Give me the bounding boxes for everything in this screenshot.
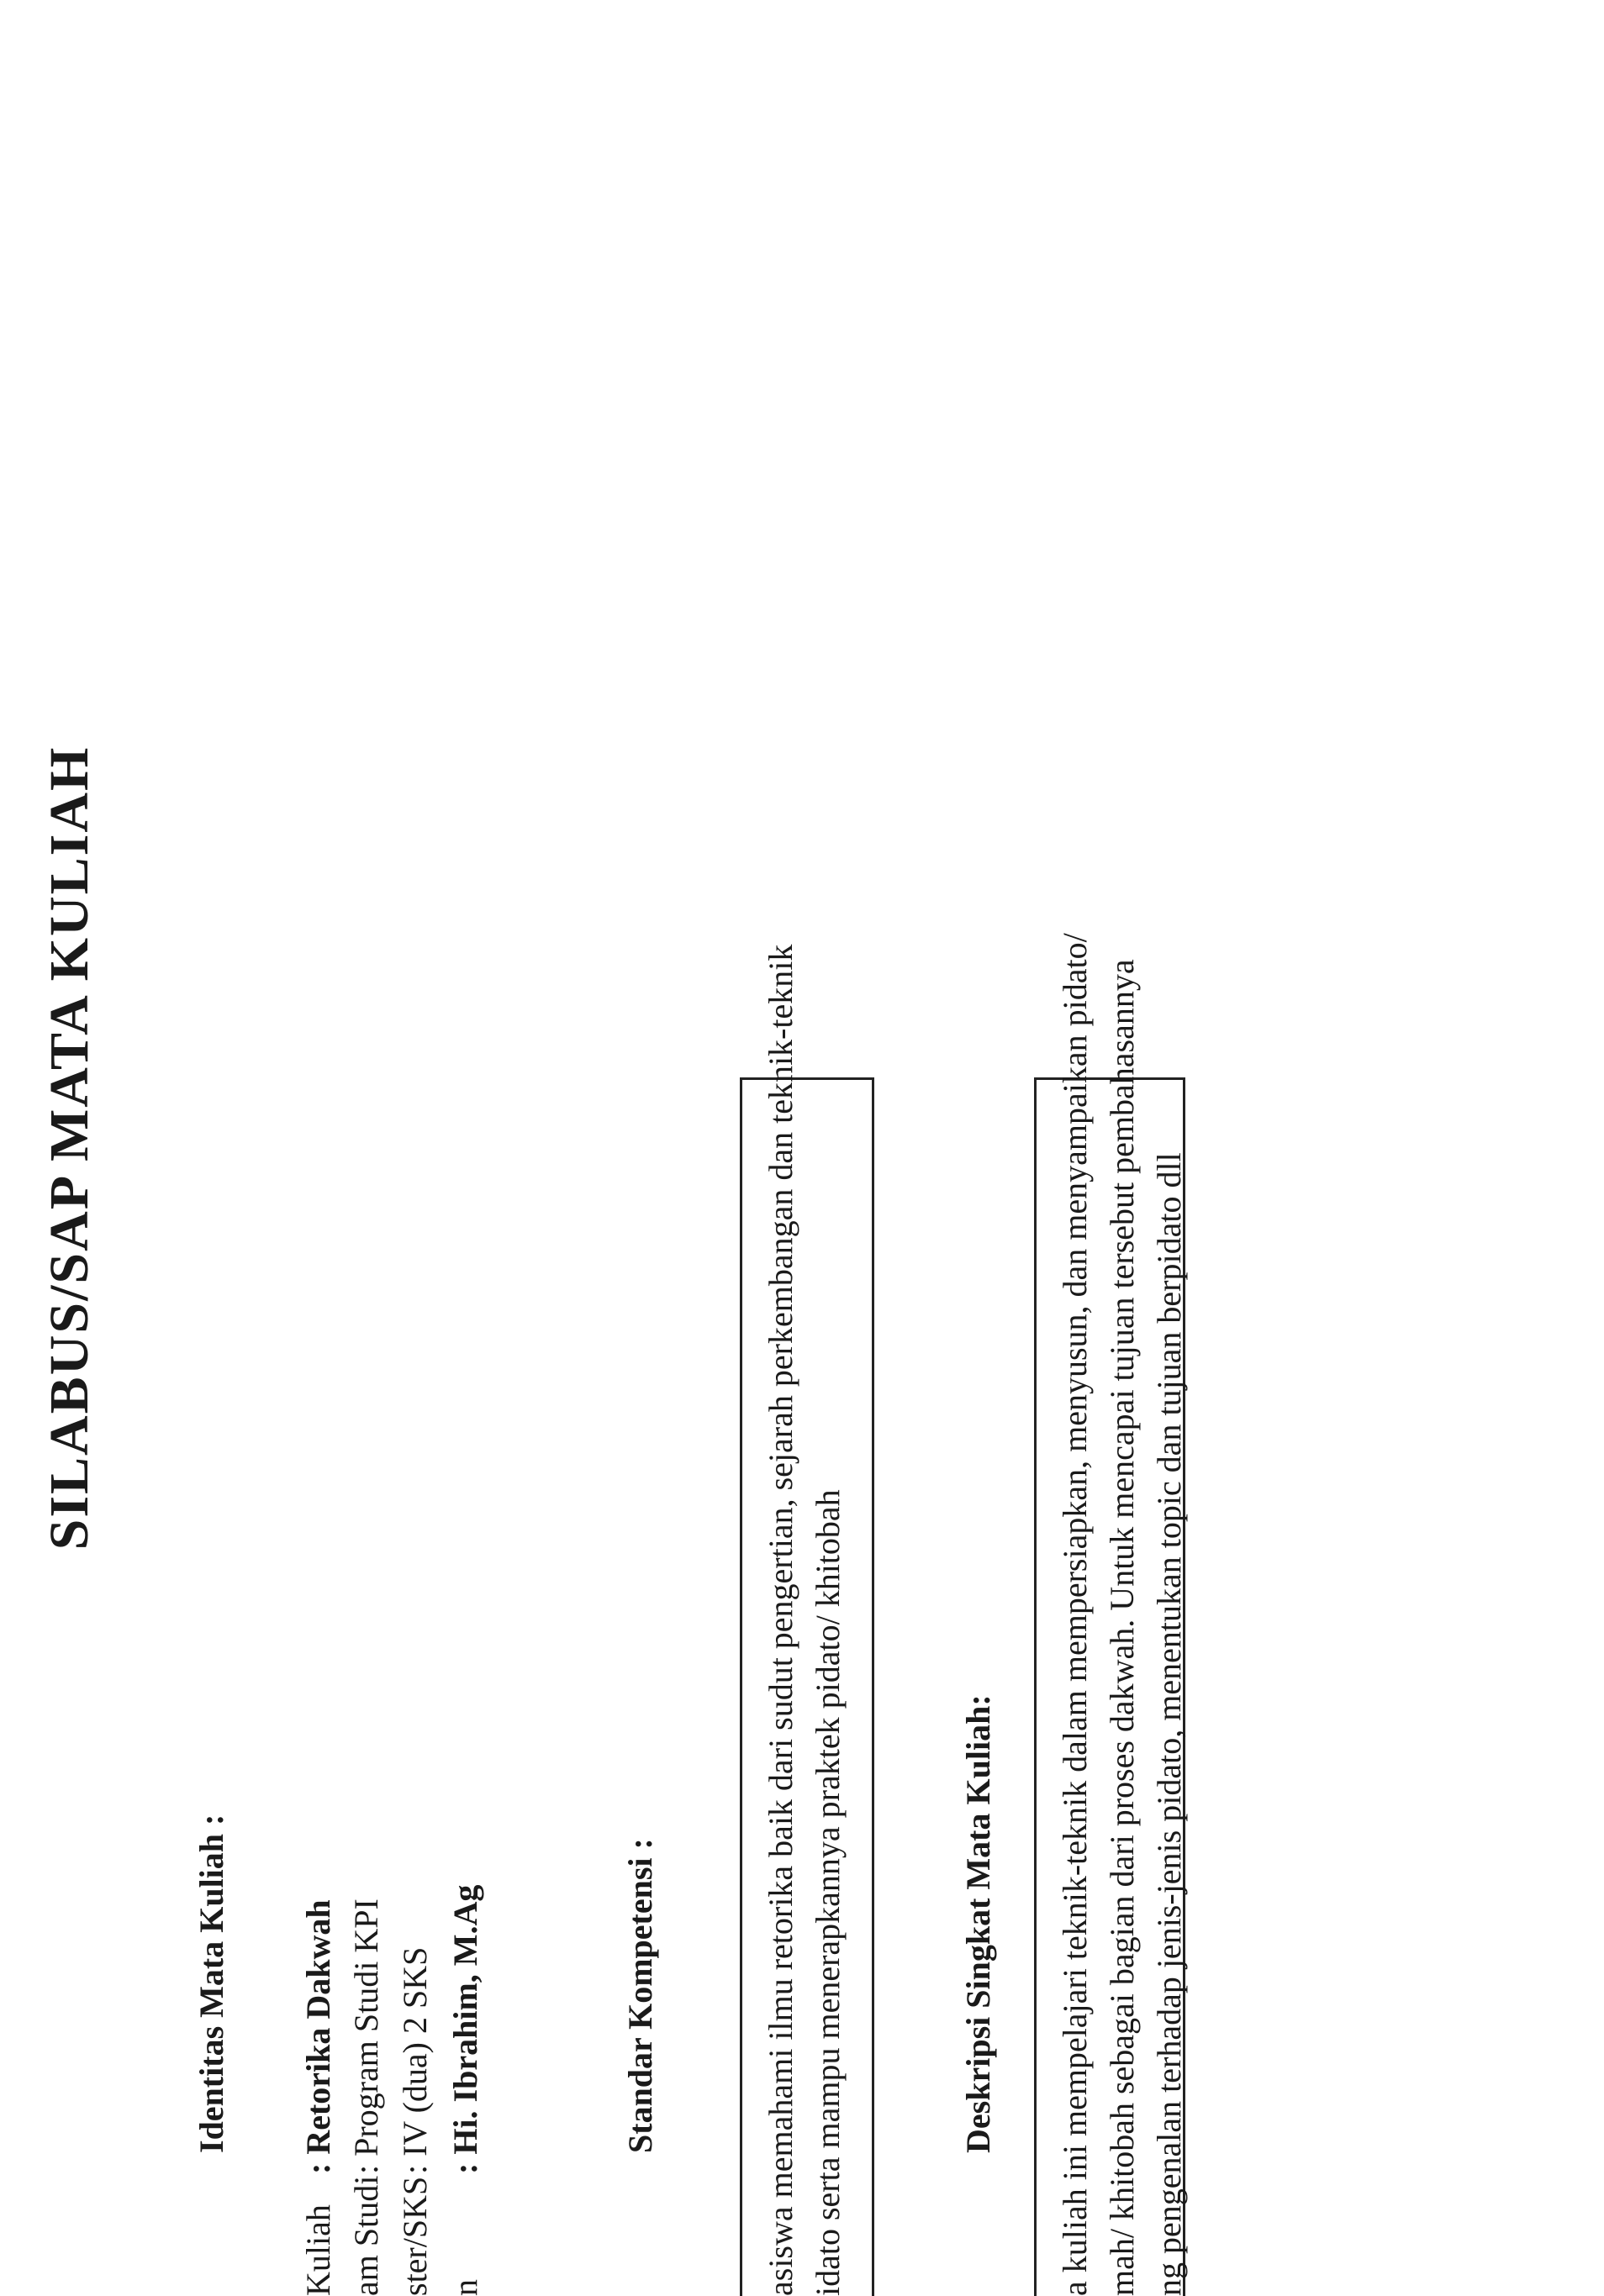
description-box — [1034, 933, 1188, 2296]
identity-value: : Hi. Ibrahim, M.Ag — [446, 1884, 484, 2174]
competence-line: asiswa memahami ilmu retorika baik dari sudut pengertian, sejarah perkembangan dan teknik-teknik — [762, 944, 799, 2296]
identity-label: am Studi — [347, 2175, 385, 2296]
identity-label: n — [446, 2279, 484, 2296]
description-line: ng pengenalan terhadap jenis-jenis pidato, menentukan topic dan tujuan berpidato dll — [1150, 1152, 1188, 2296]
competence-box — [740, 944, 874, 2296]
description-line: a kuliah ini mempelajari teknik-teknik dalam mempersiapkan, menyusun, dan menyampaikan pidato/ — [1056, 933, 1094, 2296]
competence-line: idato serta mampu menerapkannya praktek pidato/ khitobah — [809, 1489, 847, 2296]
description-heading: Deskripsi Singkat Mata Kuliah: — [959, 1694, 997, 2153]
identity-label: ster/SKS — [396, 2176, 434, 2296]
identity-value: : IV (dua) 2 SKS — [396, 1946, 434, 2174]
competence-heading: Standar Kompetensi : — [621, 1838, 659, 2153]
identity-value: : Retorika Dakwah — [299, 1899, 337, 2174]
description-line: mah/ khitobah sebagai bagian dari proses dakwah. Untuk mencapai tujuan tersebut pembahasannya — [1103, 959, 1141, 2296]
identity-label: Kuliah — [299, 2204, 337, 2296]
identity-heading: Identitas Mata Kuliah : — [193, 1814, 230, 2153]
document-title: SILABUS/SAP MATA KULIAH — [39, 745, 100, 1551]
identity-value: : Program Studi KPI — [347, 1898, 385, 2174]
